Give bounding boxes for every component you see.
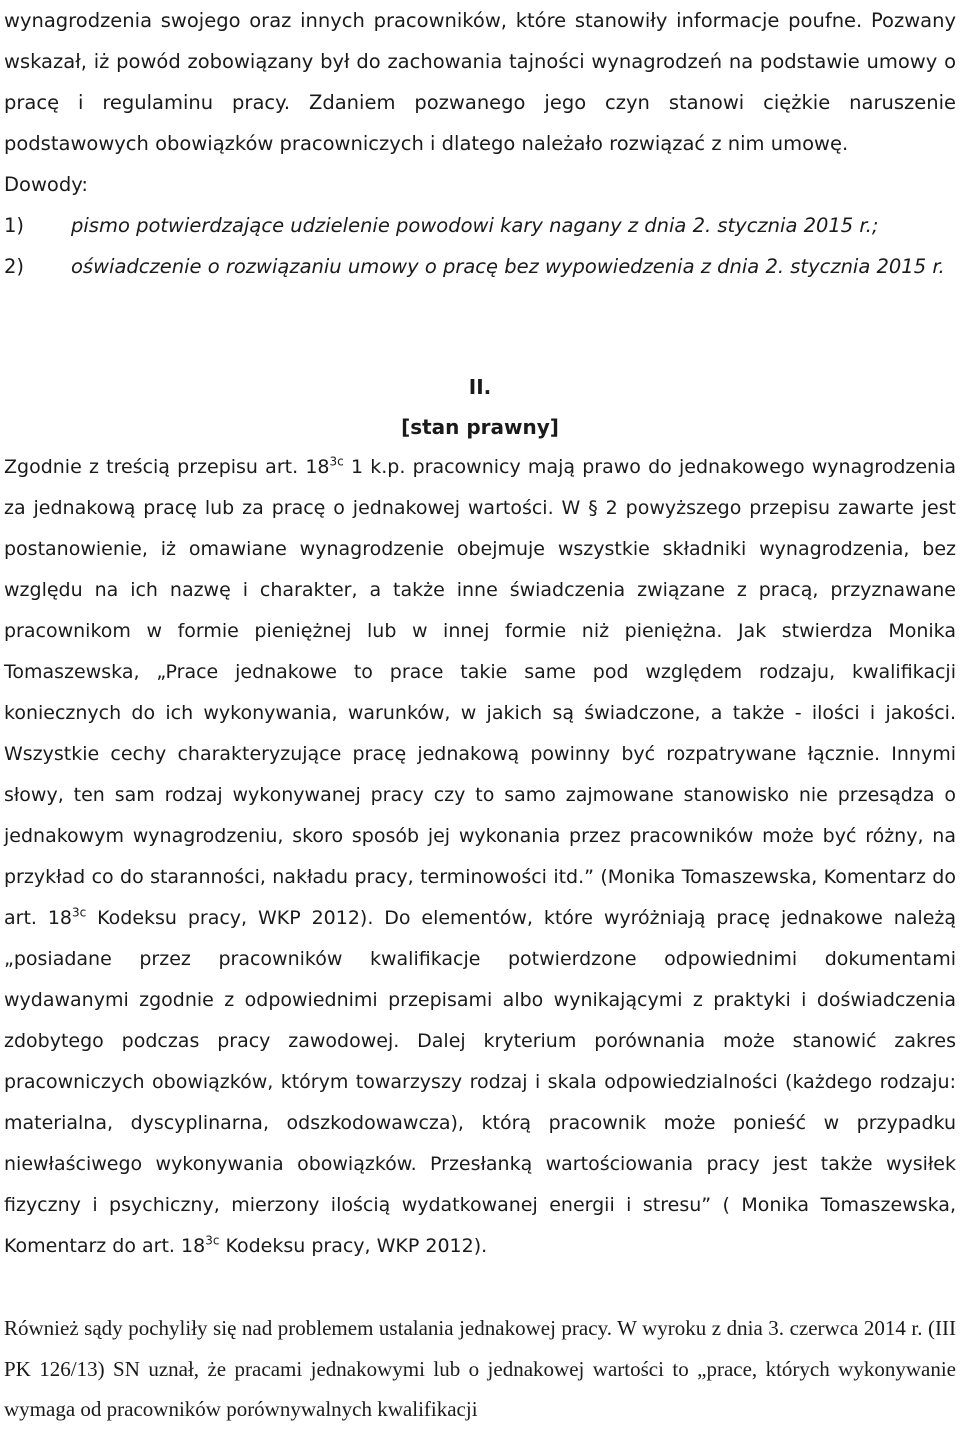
section-title: [stan prawny]: [401, 415, 559, 439]
legal-text-c: 2 powyższego przepisu zawarte jest postanowienie, iż omawiane wynagrodzenie obejmuje wszystkie składniki wynagrodzenia, bez względu na ich nazwę i charakter, a także inne świadczenia związane z pracą, przyznawane pracownikom w formie pieniężnej lub w innej formie niż pieniężna. Jak stwierdza Monika Tomaszewska, „Prace jednakowe to prace takie same pod względem rodzaju, kwalifikacji koniecznych do ich wykonywania, warunków, w jakich są świadczone, a także - ilości i jakości. Wszystkie cechy charakteryzujące pracę jednakową powinny być rozpatrywane łącznie. Innymi słowy, ten sam rodzaj wykonywanej pracy czy to samo zajmowane stanowisko nie przesądza o jednakowym wynagrodzeniu, skoro sposób jej wykonania przez pracowników może być różny, na przykład co do staranności, nakładu pracy, terminowości itd.” (Monika Tomaszewska, Komentarz do art. 18: [4, 497, 956, 929]
paragraph-gap: [4, 1267, 956, 1308]
section-sign: §: [588, 497, 598, 519]
case-law-paragraph: Również sądy pochyliły się nad problemem ustalania jednakowej pracy. W wyroku z dnia 3. czerwca 2014 r. (III PK 126/13) SN uznał, że pracami jednakowymi lub o jednakowej wartości to „prace, których wykonywanie wymaga od pracowników porównywalnych kwalifikacji: [4, 1316, 956, 1421]
evidence-item-1: [4, 205, 956, 246]
superscript: 3c: [205, 1233, 220, 1248]
evidence-item-number: 2): [4, 255, 25, 278]
legal-paragraph: [4, 447, 956, 1267]
evidence-item-2: [4, 246, 956, 287]
legal-text-b: 1 k.p. pracownicy mają prawo do jednakowego wynagrodzenia za jednakową pracę lub za pracę o jednakowej wartości. W: [4, 456, 957, 519]
intro-paragraph: wynagrodzenia swojego oraz innych pracowników, które stanowiły informacje poufne. Pozwany wskazał, iż powód zobowiązany był do zachowania tajności wynagrodzeń na podstawie umowy o pracę i regulaminu pracy. Zdaniem pozwanego jego czyn stanowi ciężkie naruszenie podstawowych obowiązków pracowniczych i dlatego należało rozwiązać z nim umowę.: [4, 9, 956, 155]
section-number: II.: [468, 375, 492, 399]
superscript: 3c: [72, 905, 87, 920]
legal-text-d: Kodeksu pracy, WKP 2012). Do elementów, które wyróżniają pracę jednakowe należą „posiadane przez pracowników kwalifikacje potwierdzone odpowiednimi dokumentami wydawanymi zgodnie z odpowiednimi przepisami albo wynikającymi z praktyki i doświadczenia zdobytego podczas pracy zawodowej. Dalej kryterium porównania może stanowić zakres pracowniczych obowiązków, którym towarzyszy rodzaj i skala odpowiedzialności (każdego rodzaju: materialna, dyscyplinarna, odszkodowawcza), którą pracownik może ponieść w przypadku niewłaściwego wykonywania obowiązków. Przesłanką wartościowania pracy jest także wysiłek fizyczny i psychiczny, mierzony ilością wydatkowanej energii i stresu” ( Monika Tomaszewska, Komentarz do art. 18: [4, 907, 956, 1257]
legal-text-e: Kodeksu pracy, WKP 2012).: [219, 1235, 488, 1257]
evidence-label: Dowody:: [4, 173, 88, 196]
evidence-item-number: 1): [4, 214, 25, 237]
evidence-item-text: oświadczenie o rozwiązaniu umowy o pracę bez wypowiedzenia z dnia 2. stycznia 2015 r.: [71, 255, 945, 278]
superscript: 3c: [329, 454, 344, 469]
legal-text-a: Zgodnie z treścią przepisu art. 18: [4, 456, 330, 478]
evidence-item-text: pismo potwierdzające udzielenie powodowi kary nagany z dnia 2. stycznia 2015 r.;: [71, 214, 879, 237]
